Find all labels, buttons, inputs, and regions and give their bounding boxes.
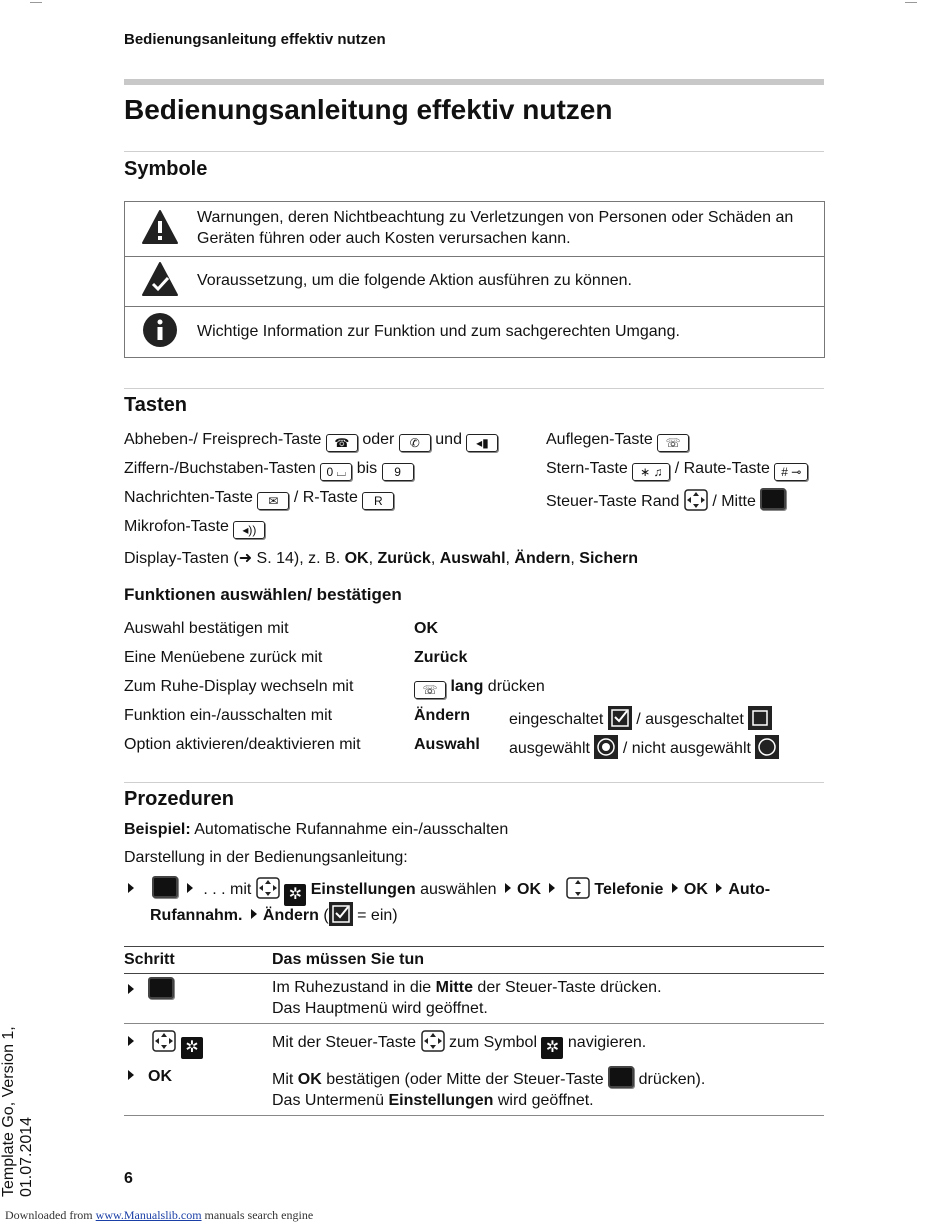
func-label: Funktion ein-/ausschalten mit [124, 707, 333, 724]
manualslib-link[interactable]: www.Manualslib.com [95, 1208, 202, 1222]
speaker-key-icon: ◂▮ [466, 434, 498, 452]
func-states: eingeschaltet / ausgeschaltet [509, 706, 772, 730]
procedure-sequence-line1: . . . mit ✲ Einstellungen auswählen OK Telefonie OK Auto- [124, 876, 770, 906]
keys-line-display: Display-Tasten (➜ S. 14), z. B. OK, Zurück, Auswahl, Ändern, Sichern [124, 550, 638, 567]
step-key-cell: OK [124, 1063, 272, 1116]
talk-key-icon: ✆ [399, 434, 431, 452]
func-label: Zum Ruhe-Display wechseln mit [124, 678, 354, 695]
func-key-group: ☏ lang drücken [414, 677, 545, 699]
step-arrow-icon [128, 883, 134, 893]
step-row [124, 1024, 824, 1064]
step-arrow-icon [128, 1036, 134, 1046]
func-label: Eine Menüebene zurück mit [124, 649, 323, 666]
radio-selected-icon [594, 735, 618, 759]
handsfree-key-icon: ☎ [326, 434, 358, 452]
step-arrow-icon [187, 883, 193, 893]
func-label: Option aktivieren/deaktivieren mit [124, 736, 361, 753]
prerequisite-icon [125, 257, 196, 307]
navigation-key-icon [152, 1030, 176, 1052]
info-icon [125, 307, 196, 358]
section-heading-tasten: Tasten [124, 394, 187, 416]
running-header: Bedienungsanleitung effektiv nutzen [124, 31, 386, 48]
center-key-icon [760, 488, 786, 510]
page-title: Bedienungsanleitung effektiv nutzen [124, 94, 613, 125]
step-description: Im Ruhezustand in die Mitte der Steuer-Taste drücken. Das Hauptmenü wird geöffnet. [272, 974, 824, 1024]
side-version-text: Template Go, Version 1, 01.07.2014 [0, 1026, 35, 1197]
keys-line-ziffern: Ziffern-/Buchstaben-Tasten 0 ⌴ bis 9 [124, 459, 414, 481]
symbol-text: Wichtige Information zur Funktion und zum sachgerechten Umgang. [195, 307, 825, 358]
representation-line: Darstellung in der Bedienungsanleitung: [124, 849, 408, 866]
symbol-row [125, 257, 825, 307]
keys-line-abheben: Abheben-/ Freisprech-Taste ☎ oder ✆ und ◂▮ [124, 430, 498, 452]
key-9-icon: 9 [382, 463, 414, 481]
symbol-text: Voraussetzung, um die folgende Aktion ausführen zu können. [195, 257, 825, 307]
settings-gear-icon: ✲ [181, 1037, 203, 1059]
step-key-cell [124, 1024, 272, 1064]
message-key-icon: ✉ [257, 492, 289, 510]
steps-header-row [124, 947, 824, 974]
checkbox-checked-icon [608, 706, 632, 730]
settings-gear-icon: ✲ [541, 1037, 563, 1059]
step-arrow-icon [251, 909, 257, 919]
section-heading-symbole: Symbole [124, 158, 208, 180]
crop-mark-right [905, 2, 917, 3]
step-key-cell [124, 974, 272, 1024]
procedure-sequence-line2: Rufannahm. Ändern ( = ein) [150, 902, 398, 926]
divider [124, 782, 824, 783]
func-label: Auswahl bestätigen mit [124, 620, 289, 637]
step-arrow-icon [672, 883, 678, 893]
header-bar [124, 79, 824, 85]
symbol-row [125, 307, 825, 358]
warning-icon [125, 202, 196, 257]
hash-key-icon: # ⊸ [774, 463, 808, 481]
checkbox-unchecked-icon [748, 706, 772, 730]
center-key-icon [608, 1066, 634, 1088]
divider [124, 151, 824, 152]
center-key-icon [152, 876, 178, 898]
crop-mark-left [30, 2, 42, 3]
navigation-updown-key-icon [566, 877, 590, 899]
func-key: Auswahl [414, 736, 480, 753]
navigation-key-icon [684, 489, 708, 511]
end-call-key-icon: ☏ [657, 434, 689, 452]
navigation-key-icon [421, 1030, 445, 1052]
step-description: Mit der Steuer-Taste zum Symbol ✲ navigieren. [272, 1024, 824, 1064]
key-0-icon: 0 ⌴ [320, 463, 352, 481]
section-heading-prozeduren: Prozeduren [124, 788, 235, 810]
step-arrow-icon [549, 883, 555, 893]
keys-line-steuer: Steuer-Taste Rand / Mitte [546, 488, 786, 512]
func-key: Ändern [414, 707, 470, 724]
navigation-key-icon [256, 877, 280, 899]
arrow-right-icon: ➜ [238, 550, 253, 567]
settings-gear-icon: ✲ [284, 884, 306, 906]
keys-line-nachrichten: Nachrichten-Taste ✉ / R-Taste R [124, 488, 394, 510]
func-states: ausgewählt / nicht ausgewählt [509, 735, 779, 759]
symbol-row [125, 202, 825, 257]
steps-table [124, 946, 824, 1116]
column-header-tun: Das müssen Sie tun [272, 947, 824, 974]
section-heading-funktionen: Funktionen auswählen/ bestätigen [124, 585, 402, 604]
microphone-key-icon: ◂)) [233, 521, 265, 539]
func-key: OK [414, 620, 438, 637]
center-key-icon [148, 977, 174, 999]
step-arrow-icon [505, 883, 511, 893]
step-arrow-icon [128, 1070, 134, 1080]
func-key: Zurück [414, 649, 468, 666]
example-line: Beispiel: Automatische Rufannahme ein-/ausschalten [124, 821, 509, 838]
column-header-schritt: Schritt [124, 947, 272, 974]
radio-unselected-icon [755, 735, 779, 759]
symbol-text: Warnungen, deren Nichtbeachtung zu Verletzungen von Personen oder Schäden an Geräten führen oder auch Kosten verursachen kann. [195, 202, 825, 257]
r-key-icon: R [362, 492, 394, 510]
checkbox-checked-icon [329, 902, 353, 926]
step-arrow-icon [716, 883, 722, 893]
download-footer: Downloaded from www.Manualslib.com manuals search engine [5, 1208, 314, 1222]
step-row [124, 974, 824, 1024]
keys-line-mikrofon: Mikrofon-Taste ◂)) [124, 517, 265, 539]
end-call-key-icon: ☏ [414, 681, 446, 699]
keys-line-auflegen: Auflegen-Taste ☏ [546, 430, 689, 452]
page-number: 6 [124, 1170, 133, 1187]
step-description: Mit OK bestätigen (oder Mitte der Steuer-Taste drücken). Das Untermenü Einstellungen wird geöffnet. [272, 1063, 824, 1116]
symbols-table [124, 201, 825, 358]
step-arrow-icon [128, 984, 134, 994]
step-row [124, 1063, 824, 1116]
keys-line-stern: Stern-Taste ∗ ♫ / Raute-Taste # ⊸ [546, 459, 808, 481]
star-key-icon: ∗ ♫ [632, 463, 670, 481]
divider [124, 388, 824, 389]
